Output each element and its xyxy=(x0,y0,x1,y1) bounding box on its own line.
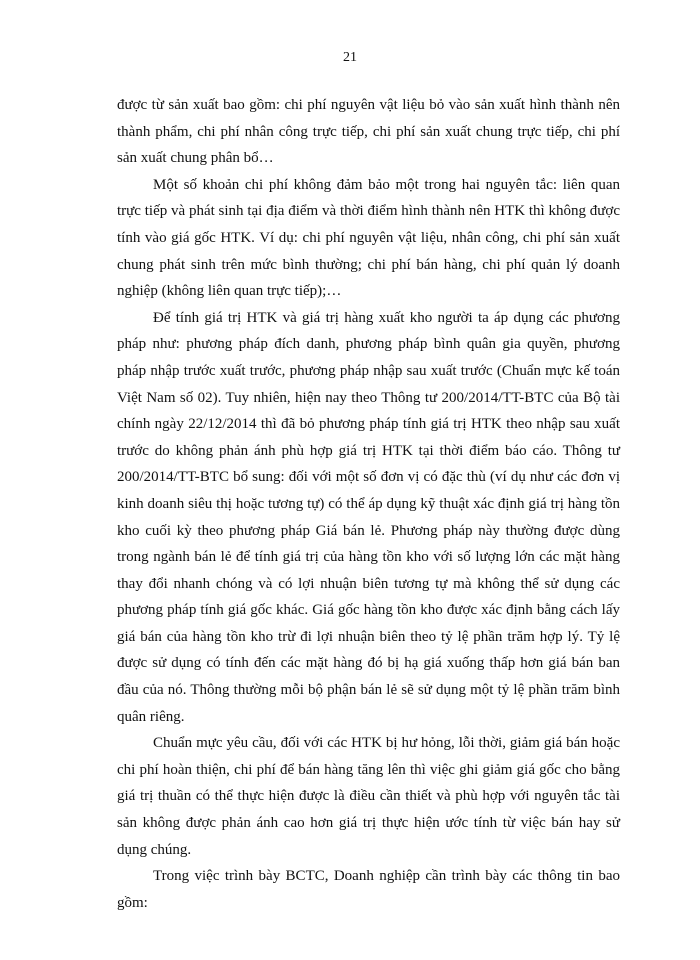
body-text xyxy=(117,92,620,916)
paragraph: Một số khoản chi phí không đảm bảo một trong hai nguyên tắc: liên quan trực tiếp và phát sinh tại địa điểm và thời điểm hình thành nên HTK thì không được tính vào giá gốc HTK. Ví dụ: chi phí nguyên vật liệu, nhân công, chi phí sản xuất chung phát sinh trên mức bình thường; chi phí bán hàng, chi phí quản lý doanh nghiệp (không liên quan trực tiếp);… xyxy=(117,176,620,300)
paragraph: Chuẩn mực yêu cầu, đối với các HTK bị hư hỏng, lỗi thời, giảm giá bán hoặc chi phí hoàn thiện, chi phí để bán hàng tăng lên thì việc ghi giảm giá gốc cho bằng giá trị thuần có thể thực hiện được là điều cần thiết và phù hợp với nguyên tắc tài sản không được phản ánh cao hơn giá trị thực hiện ước tính từ việc bán hay sử dụng chúng. xyxy=(117,735,620,858)
paragraph: Trong việc trình bày BCTC, Doanh nghiệp cần trình bày các thông tin bao gồm: xyxy=(117,868,620,911)
page-number: 21 xyxy=(343,50,357,65)
paragraph: Để tính giá trị HTK và giá trị hàng xuất kho người ta áp dụng các phương pháp như: phương pháp đích danh, phương pháp bình quân gia quyền, phương pháp nhập trước xuất trước, phương pháp nhập sau xuất trước (Chuẩn mực kế toán Việt Nam số 02). Tuy nhiên, hiện nay theo Thông tư 200/2014/TT-BTC của Bộ tài chính ngày 22/12/2014 thì đã bỏ phương pháp tính giá trị HTK theo nhập sau xuất trước do không phản ánh phù hợp giá trị HTK tại thời điểm báo cáo. Thông tư 200/2014/TT-BTC bổ sung: đối với một số đơn vị có đặc thù (ví dụ như các đơn vị kinh doanh siêu thị hoặc tương tự) có thể áp dụng kỹ thuật xác định giá trị hàng tồn kho cuối kỳ theo phương pháp Giá bán lẻ. Phương pháp này thường được dùng trong ngành bán lẻ để tính giá trị của hàng tồn kho với số lượng lớn các mặt hàng thay đổi nhanh chóng và có lợi nhuận biên tương tự mà không thể sử dụng các phương pháp tính giá gốc khác. Giá gốc hàng tồn kho được xác định bằng cách lấy giá bán của hàng tồn kho trừ đi lợi nhuận biên theo tỷ lệ phần trăm hợp lý. Tỷ lệ được sử dụng có tính đến các mặt hàng đó bị hạ giá xuống thấp hơn giá bán ban đầu của nó. Thông thường mỗi bộ phận bán lẻ sẽ sử dụng một tỷ lệ phần trăm bình quân riêng. xyxy=(117,309,620,725)
paragraph-continuation: được từ sản xuất bao gồm: chi phí nguyên vật liệu bỏ vào sản xuất hình thành nên thành phẩm, chi phí nhân công trực tiếp, chi phí sản xuất chung trực tiếp, chi phí sản xuất chung phân bổ… xyxy=(117,97,620,167)
